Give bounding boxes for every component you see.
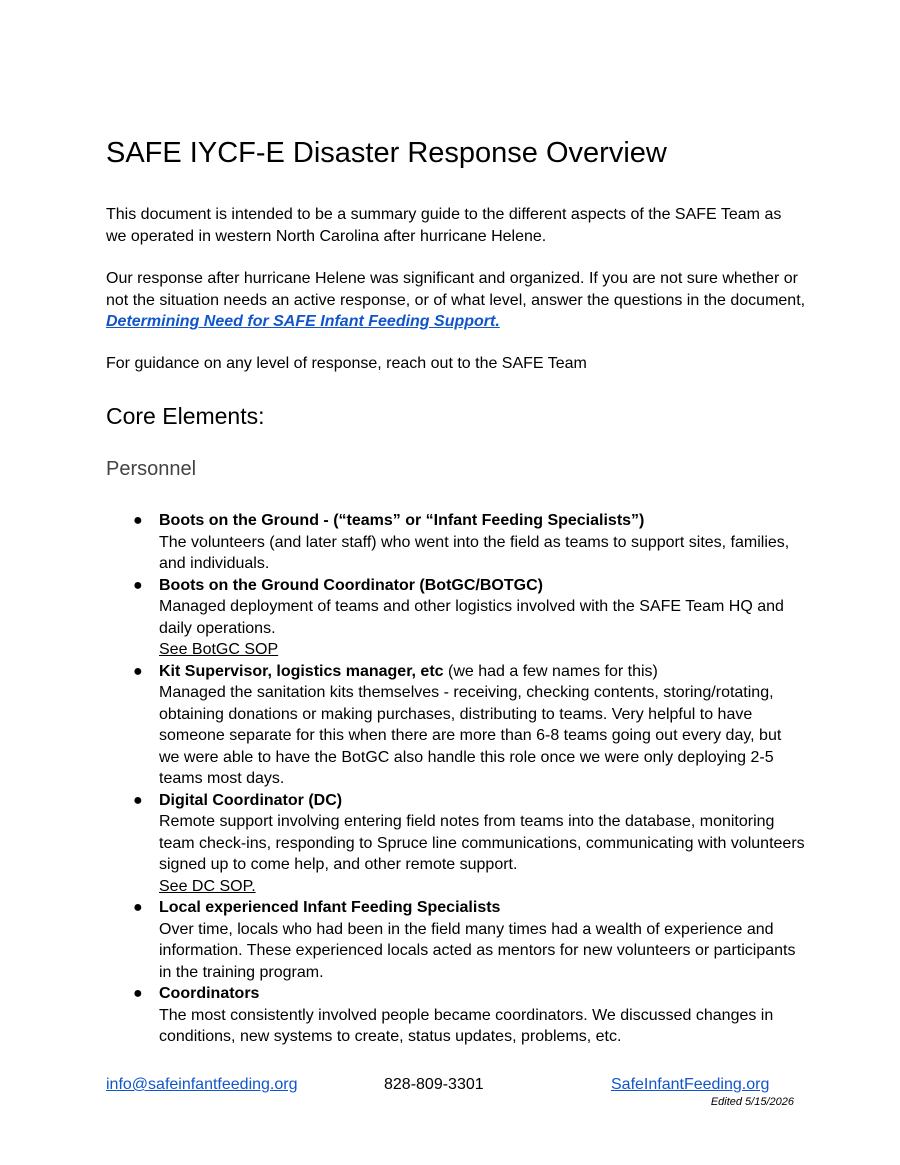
role-description: Managed the sanitation kits themselves - receiving, checking contents, storing/rotating, obtaining donations or making purchases, distributing to teams. Very helpful to have someone separate for this when there are more than 6-8 teams going out every day, but we were able to have the BotGC also handle this role once we were only deploying 2-5 teams most days. [159,684,782,787]
role-description: The volunteers (and later staff) who went into the field as teams to support sites, families, and individuals. [159,533,790,572]
response-text: Our response after hurricane Helene was significant and organized. If you are not sure whether or not the situation needs an active response, or of what level, answer the questions in the document, [106,270,806,309]
bullet-icon: ● [133,576,143,594]
guidance-paragraph: For guidance on any level of response, reach out to the SAFE Team [106,355,587,372]
role-title: Digital Coordinator (DC) [159,791,343,809]
role-title: Boots on the Ground Coordinator (BotGC/BOTGC) [159,576,543,594]
footer-website-link[interactable]: SafeInfantFeeding.org [611,1076,770,1093]
bullet-icon: ● [133,512,143,529]
footer-email-link[interactable]: info@safeinfantfeeding.org [106,1076,298,1093]
role-description: Remote support involving entering field notes from teams into the database, monitoring team check-ins, responding to Spruce line communications, communicating with volunteers signed up to come help, and other remote support. [159,813,805,873]
list-item [106,661,806,790]
list-item [106,575,806,661]
response-paragraph [106,268,806,333]
bullet-icon: ● [133,662,143,680]
personnel-heading: Personnel [106,458,197,480]
role-description: Over time, locals who had been in the field many times had a wealth of experience and information. These experienced locals acted as mentors for new volunteers or participants in the training program. [159,920,796,981]
personnel-list [106,510,806,1048]
role-title: Kit Supervisor, logistics manager, etc [159,662,444,680]
bullet-icon: ● [133,985,143,1002]
role-title: Coordinators [159,985,260,1002]
dc-sop-link[interactable]: See DC SOP. [159,877,256,895]
core-elements-heading: Core Elements: [106,403,265,429]
role-description: The most consistently involved people became coordinators. We discussed changes in conditions, new systems to create, status updates, problems, etc. [159,1006,774,1045]
role-title: Local experienced Infant Feeding Specialists [159,899,501,916]
bullet-icon: ● [133,791,143,809]
list-item [106,897,806,983]
role-title-suffix: (we had a few names for this) [443,662,658,680]
bullet-icon: ● [133,899,143,916]
botgc-sop-link[interactable]: See BotGC SOP [159,641,279,658]
role-description: Managed deployment of teams and other logistics involved with the SAFE Team HQ and daily operations. [159,598,784,637]
list-item [106,983,806,1048]
document-title: SAFE IYCF-E Disaster Response Overview [106,137,667,169]
intro-paragraph: This document is intended to be a summary guide to the different aspects of the SAFE Team as we operated in western North Carolina after hurricane Helene. [106,206,782,245]
edited-date: Edited 5/15/2026 [710,1096,794,1108]
list-item [106,790,806,898]
list-item [106,510,806,575]
footer-phone: 828-809-3301 [384,1076,484,1093]
determining-need-link[interactable]: Determining Need for SAFE Infant Feeding Support. [106,313,500,330]
role-title: Boots on the Ground - (“teams” or “Infant Feeding Specialists”) [159,512,645,529]
